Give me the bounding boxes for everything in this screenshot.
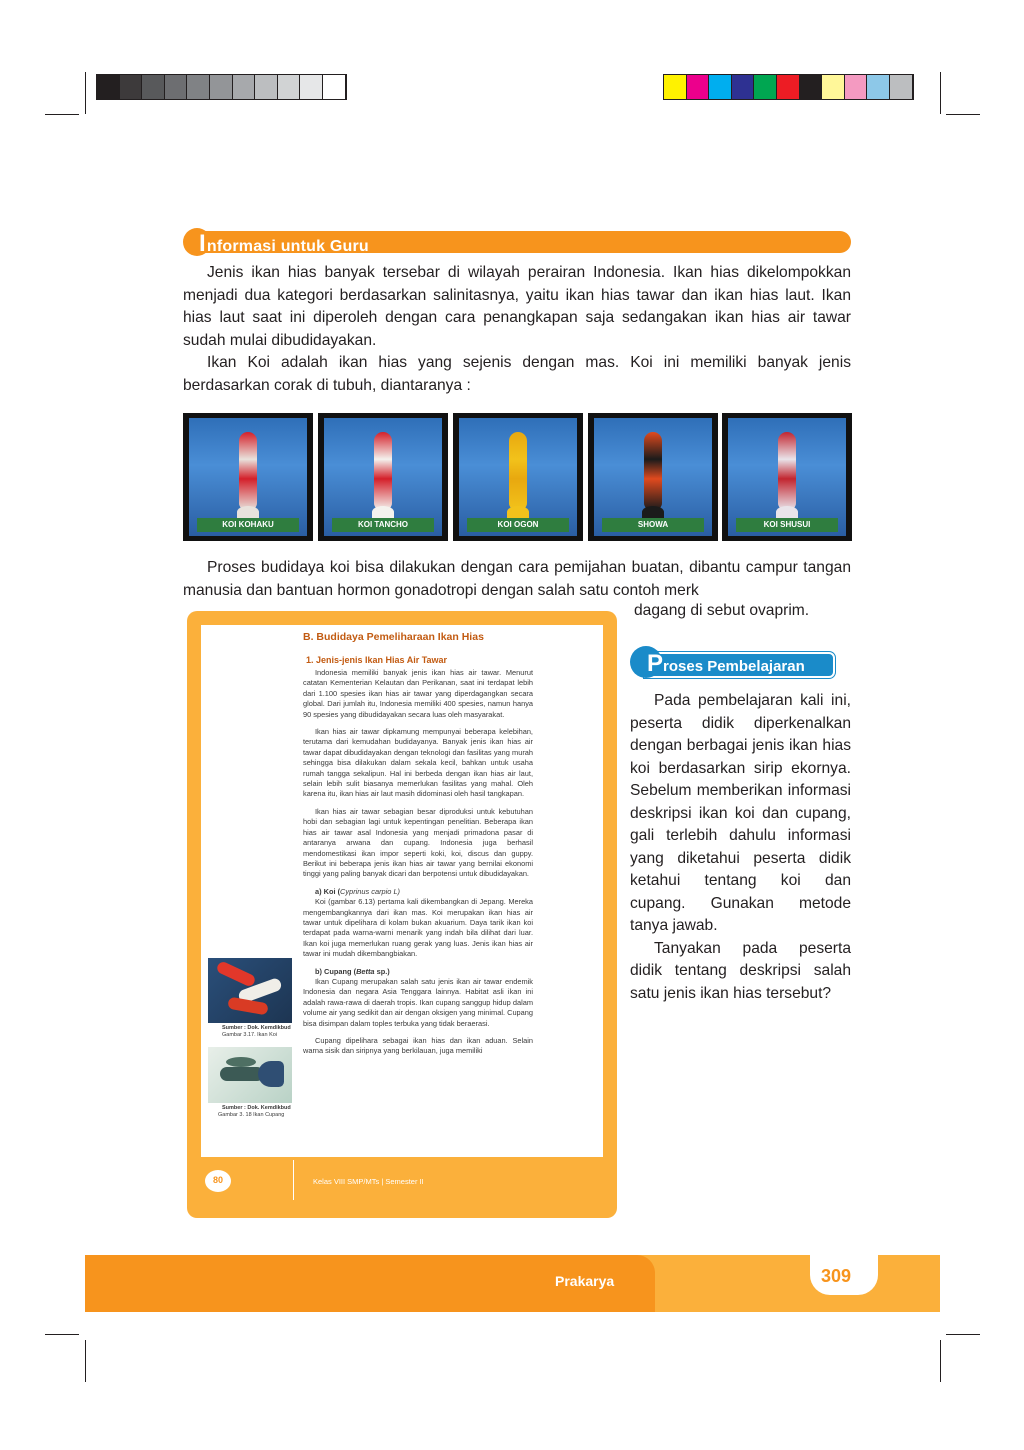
textbook-koi-heading: a) Koi (Cyprinus carpio L) xyxy=(315,886,401,896)
textbook-cupang-text: Ikan Cupang merupakan salah satu jenis ikan air tawar endemik Indonesia dan negara Asia Tenggara lainnya. Habitat asli ikan ini adalah rawa-rawa di daerah tropis. Ikan cupang sanggup hidup dalam volume air yang sedikit dan air dengan oksigen yang minimal. Cupang bisa disimpan dalam toples terbuka yang tidak beraerasi. xyxy=(303,976,533,1028)
color-swatch xyxy=(97,75,120,99)
koi-photo-2 xyxy=(318,413,448,541)
proses-header-title: Proses Pembelajaran xyxy=(647,650,805,677)
textbook-column xyxy=(303,668,533,1064)
color-swatch xyxy=(890,75,913,99)
color-swatch xyxy=(687,75,710,99)
crop-mark xyxy=(946,114,980,115)
koi-fish xyxy=(778,432,796,510)
color-swatch xyxy=(732,75,755,99)
textbook-footer-divider xyxy=(293,1160,294,1200)
koi-tail xyxy=(776,506,798,518)
color-swatch xyxy=(754,75,777,99)
textbook-paragraph-1: Indonesia memiliki banyak jenis ikan hias air tawar. Menurut catatan Kementerian Kelautan dan Perikanan, saat ini terdapat lebih dari 1.100 spesies ikan hias air tawar yang diperdagangkan secara global. Dari jumlah itu, Indonesia memiliki 400 spesies, namun hanya 90 spesies yang dibudidayakan secara luas oleh masyarakat. xyxy=(303,668,533,719)
aquarium-tank xyxy=(728,418,846,536)
header-title: Informasi untuk Guru xyxy=(199,230,369,257)
koi-label: KOI TANCHO xyxy=(332,518,434,532)
koi-label: KOI OGON xyxy=(467,518,569,532)
grayscale-bar xyxy=(96,74,347,100)
koi-fish xyxy=(644,432,662,510)
process-paragraph: Proses budidaya koi bisa dilakukan dengan cara pemijahan buatan, dibantu campur tangan manusia dan bantuan hormon gonadotropi dengan salah satu contoh merk xyxy=(183,559,851,599)
color-swatch xyxy=(278,75,301,99)
intro-paragraph-2: Ikan Koi adalah ikan hias yang sejenis dengan mas. Koi ini memiliki banyak jenis berdasarkan corak di tubuh, diantaranya : xyxy=(183,354,851,394)
color-swatch xyxy=(233,75,256,99)
page-footer-band xyxy=(85,1255,940,1312)
aquarium-tank xyxy=(189,418,307,536)
color-calibration-bar xyxy=(663,74,914,100)
crop-mark xyxy=(45,1334,79,1335)
crop-mark xyxy=(946,1334,980,1335)
koi-tail xyxy=(372,506,394,518)
koi-fish xyxy=(374,432,392,510)
textbook-section-title: B. Budidaya Pemeliharaan Ikan Hias xyxy=(303,631,484,643)
koi-label: KOI SHUSUI xyxy=(736,518,838,532)
color-swatch xyxy=(800,75,823,99)
color-swatch xyxy=(142,75,165,99)
color-swatch xyxy=(165,75,188,99)
aquarium-tank xyxy=(459,418,577,536)
crop-mark xyxy=(940,1340,941,1382)
proses-text xyxy=(630,690,851,1005)
textbook-page-number: 80 xyxy=(212,1175,223,1185)
koi-tail xyxy=(642,506,664,518)
cupang-photo-source: Sumber : Dok. Kemdikbud xyxy=(222,1105,291,1111)
koi-tail xyxy=(237,506,259,518)
crop-mark xyxy=(940,72,941,114)
footer-page-number: 309 xyxy=(821,1266,852,1286)
koi-photo-caption: Gambar 3.17. Ikan Koi xyxy=(222,1032,278,1038)
koi-photo-3 xyxy=(453,413,583,541)
koi-fish xyxy=(239,432,257,510)
textbook-paragraph-2: Ikan hias air tawar dipkamung mempunyai beberapa kelebihan, terutama dari kemudahan budidayanya. Banyak jenis ikan hias air tawar dapat dibudidayakan dengan teknologi dan fasilitas yang murah sehingga bisa dilakukan dalam sekala kecil, bahkan untuk usaha rumah tangga sekalipun. Hal ini berbeda dengan ikan hias air laut, selain lebih sulit biasanya memerlukan fasilitas yang mahal. Oleh karena itu, ikan hias air laut masih didominasi oleh hasil tangkapan. xyxy=(303,727,533,799)
color-swatch xyxy=(300,75,323,99)
color-swatch xyxy=(777,75,800,99)
cupang-photo xyxy=(208,1047,292,1103)
proses-paragraph-2: Tanyakan pada peserta didik tentang deskripsi salah satu jenis ikan hias tersebut? xyxy=(630,939,851,1002)
section-header-proses xyxy=(630,646,835,678)
process-text-end: dagang di sebut ovaprim. xyxy=(634,602,810,619)
color-swatch xyxy=(255,75,278,99)
koi-photo xyxy=(208,958,292,1023)
textbook-koi-text: Koi (gambar 6.13) pertama kali dikembangkan di Jepang. Mereka mengembangkannya dari ikan mas. Koi merupakan ikan hias air tawar untuk dipelihara di kolam bukan akuarium. Daya tarik ikan koi terdapat pada warna-warni menarik yang indah bila dilihat dari luar. Ikan koi juga memerlukan ruang gerak yang luas. Jenis ikan hias air tawar ini mudah dikembangbiakan. xyxy=(303,897,533,959)
color-swatch xyxy=(664,75,687,99)
color-swatch xyxy=(867,75,890,99)
color-swatch xyxy=(210,75,233,99)
color-swatch xyxy=(187,75,210,99)
color-swatch xyxy=(845,75,868,99)
footer-subject: Prakarya xyxy=(555,1273,615,1289)
textbook-sub-title: 1. Jenis-jenis Ikan Hias Air Tawar xyxy=(306,655,448,665)
proses-paragraph-1: Pada pembelajaran kali ini, peserta didik diperkenalkan dengan berbagai jenis ikan hias koi berdasarkan sirip ekornya. Sebelum memberikan informasi deskripsi ikan koi dan cupang, gali terlebih dahulu informasi yang diketahui peserta didik ketahui tentang koi dan cupang. Gunakan metode tanya jawab. xyxy=(630,692,851,934)
cupang-photo-caption: Gambar 3. 18 Ikan Cupang xyxy=(218,1112,285,1118)
textbook-footer-text: Kelas VIII SMP/MTs | Semester II xyxy=(313,1177,424,1186)
intro-text xyxy=(183,262,851,397)
color-swatch xyxy=(822,75,845,99)
textbook-cupang-heading: b) Cupang (Betta sp.) xyxy=(315,966,390,976)
color-swatch xyxy=(120,75,143,99)
koi-tail xyxy=(507,506,529,518)
intro-paragraph-1: Jenis ikan hias banyak tersebar di wilayah perairan Indonesia. Ikan hias dikelompokkan menjadi dua kategori berdasarkan salinitasnya, yaitu ikan hias tawar dan ikan hias laut. Ikan hias laut saat ini diperoleh dengan cara penangkapan saja sedangakan ikan hias air tawar sudah mulai dibudidayakan. xyxy=(183,264,851,349)
section-header-informasi xyxy=(183,228,851,256)
textbook-last-text: Cupang dipelihara sebagai ikan hias dan ikan aduan. Selain warna sisik dan siripnya yang berkilauan, juga memiliki xyxy=(303,1036,533,1056)
koi-label: SHOWA xyxy=(602,518,704,532)
process-text xyxy=(183,557,851,602)
color-swatch xyxy=(323,75,346,99)
koi-photo-4 xyxy=(588,413,718,541)
koi-fish xyxy=(509,432,527,510)
crop-mark xyxy=(45,114,79,115)
koi-label: KOI KOHAKU xyxy=(197,518,299,532)
aquarium-tank xyxy=(324,418,442,536)
textbook-paragraph-3: Ikan hias air tawar sebagian besar diproduksi untuk kebutuhan hobi dan sebagian lagi untuk kepentingan penelitian. Beberapa ikan hias air tawar asal Indonesia yang menjadi primadona pasar di antaranya arwana dan cupang. Indonesia juga berhasil mendomestikasi ikan impor seperti koki, koi, discus dan guppy. Berikut ini beberapa jenis ikan hias air tawar yang bernilai ekonomi tinggi yang paling banyak dicari dan berpotensi untuk dibudidayakan. xyxy=(303,806,533,879)
aquarium-tank xyxy=(594,418,712,536)
koi-photo-5 xyxy=(722,413,852,541)
koi-photo-source: Sumber : Dok. Kemdikbud xyxy=(222,1025,291,1031)
koi-photo-1 xyxy=(183,413,313,541)
color-swatch xyxy=(709,75,732,99)
crop-mark xyxy=(85,72,86,114)
crop-mark xyxy=(85,1340,86,1382)
